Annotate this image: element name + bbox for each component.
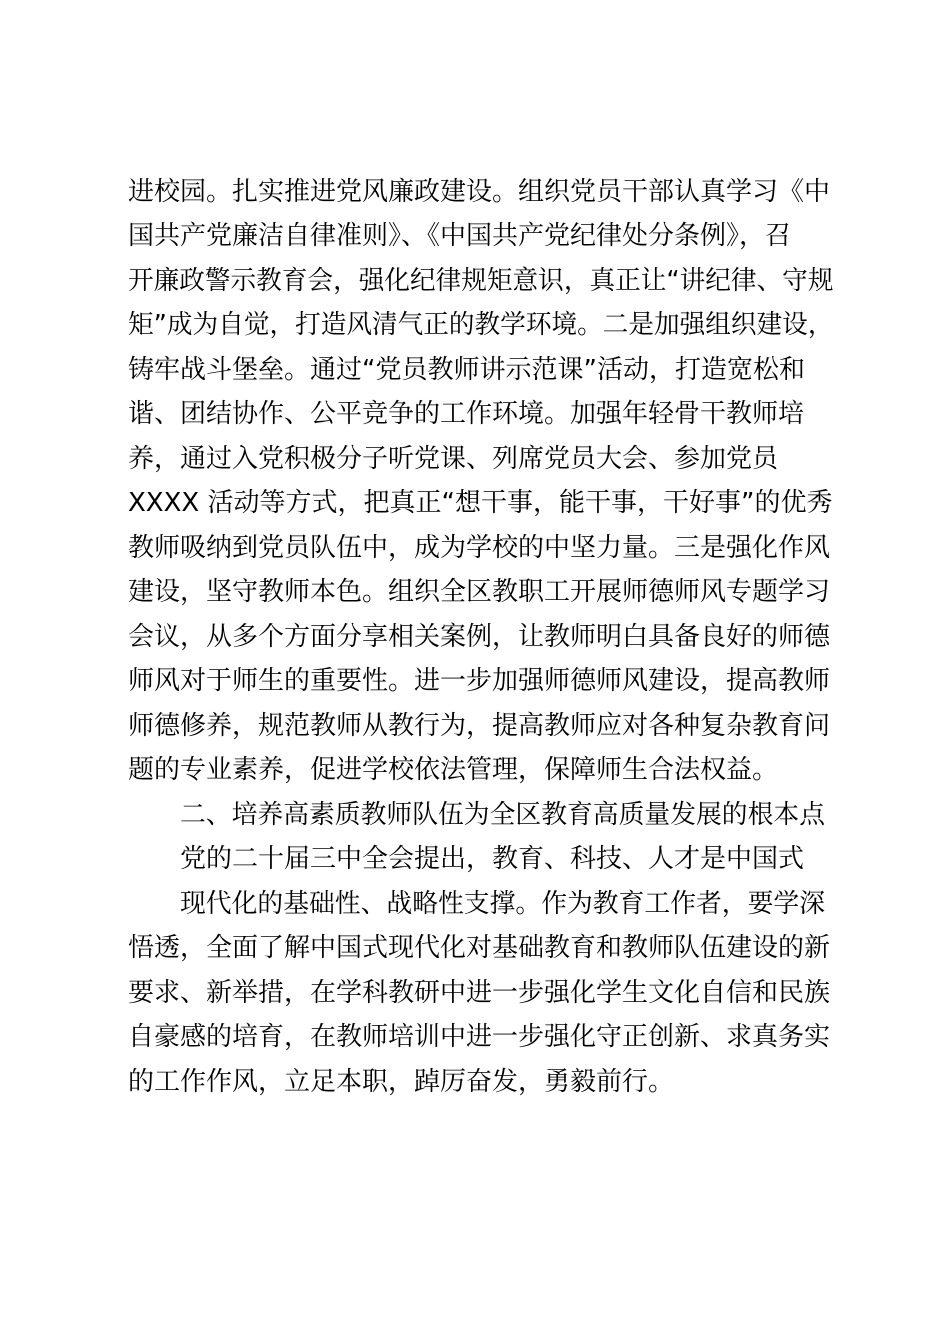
body-text-line: 的工作作风，立足本职，踔厉奋发，勇毅前行。: [128, 1067, 675, 1097]
body-text-line: 党的二十届三中全会提出，教育、科技、人才是中国式: [180, 844, 805, 874]
body-text-line: 要求、新举措，在学科教研中进一步强化学生文化自信和民族: [128, 978, 831, 1008]
body-text-line: 师风对于师生的重要性。进一步加强师德师风建设，提高教师: [128, 666, 831, 696]
section-heading: 二、培养高素质教师队伍为全区教育高质量发展的根本点: [180, 800, 826, 830]
body-text-line: 现代化的基础性、战略性支撑。作为教育工作者，要学深: [180, 889, 826, 919]
body-text-line: XXXX 活动等方式，把真正“想干事，能干事，干好事”的优秀: [128, 488, 833, 518]
body-text-line: 开廉政警示教育会，强化纪律规矩意识，真正让“讲纪律、守规: [128, 266, 834, 296]
body-text-line: 谐、团结协作、公平竞争的工作环境。加强年轻骨干教师培: [128, 399, 805, 429]
body-text-line: 悟透，全面了解中国式现代化对基础教育和教师队伍建设的新: [128, 933, 831, 963]
body-text-line: 题的专业素养，促进学校依法管理，保障师生合法权益。: [128, 755, 779, 785]
body-text-line: 教师吸纳到党员队伍中，成为学校的中坚力量。三是强化作风: [128, 533, 831, 563]
body-text-line: 进校园。扎实推进党风廉政建设。组织党员干部认真学习《中: [128, 177, 831, 207]
body-text-line: 师德修养，规范教师从教行为，提高教师应对各种复杂教育问: [128, 711, 831, 741]
body-text-line: 矩”成为自觉，打造风清气正的教学环境。二是加强组织建设，: [128, 310, 834, 340]
body-text-line: 会议，从多个方面分享相关案例，让教师明白具备良好的师德: [128, 622, 831, 652]
body-text-line: 养，通过入党积极分子听党课、列席党员大会、参加党员: [128, 444, 779, 474]
body-text-line: 自豪感的培育，在教师培训中进一步强化守正创新、求真务实: [128, 1022, 831, 1052]
body-text-line: 建设，坚守教师本色。组织全区教职工开展师德师风专题学习: [128, 577, 831, 607]
body-text-line: 铸牢战斗堡垒。通过“党员教师讲示范课”活动，打造宽松和: [128, 355, 805, 385]
body-text-line: 国共产党廉洁自律准则》、《中国共产党纪律处分条例》，召: [128, 221, 792, 251]
